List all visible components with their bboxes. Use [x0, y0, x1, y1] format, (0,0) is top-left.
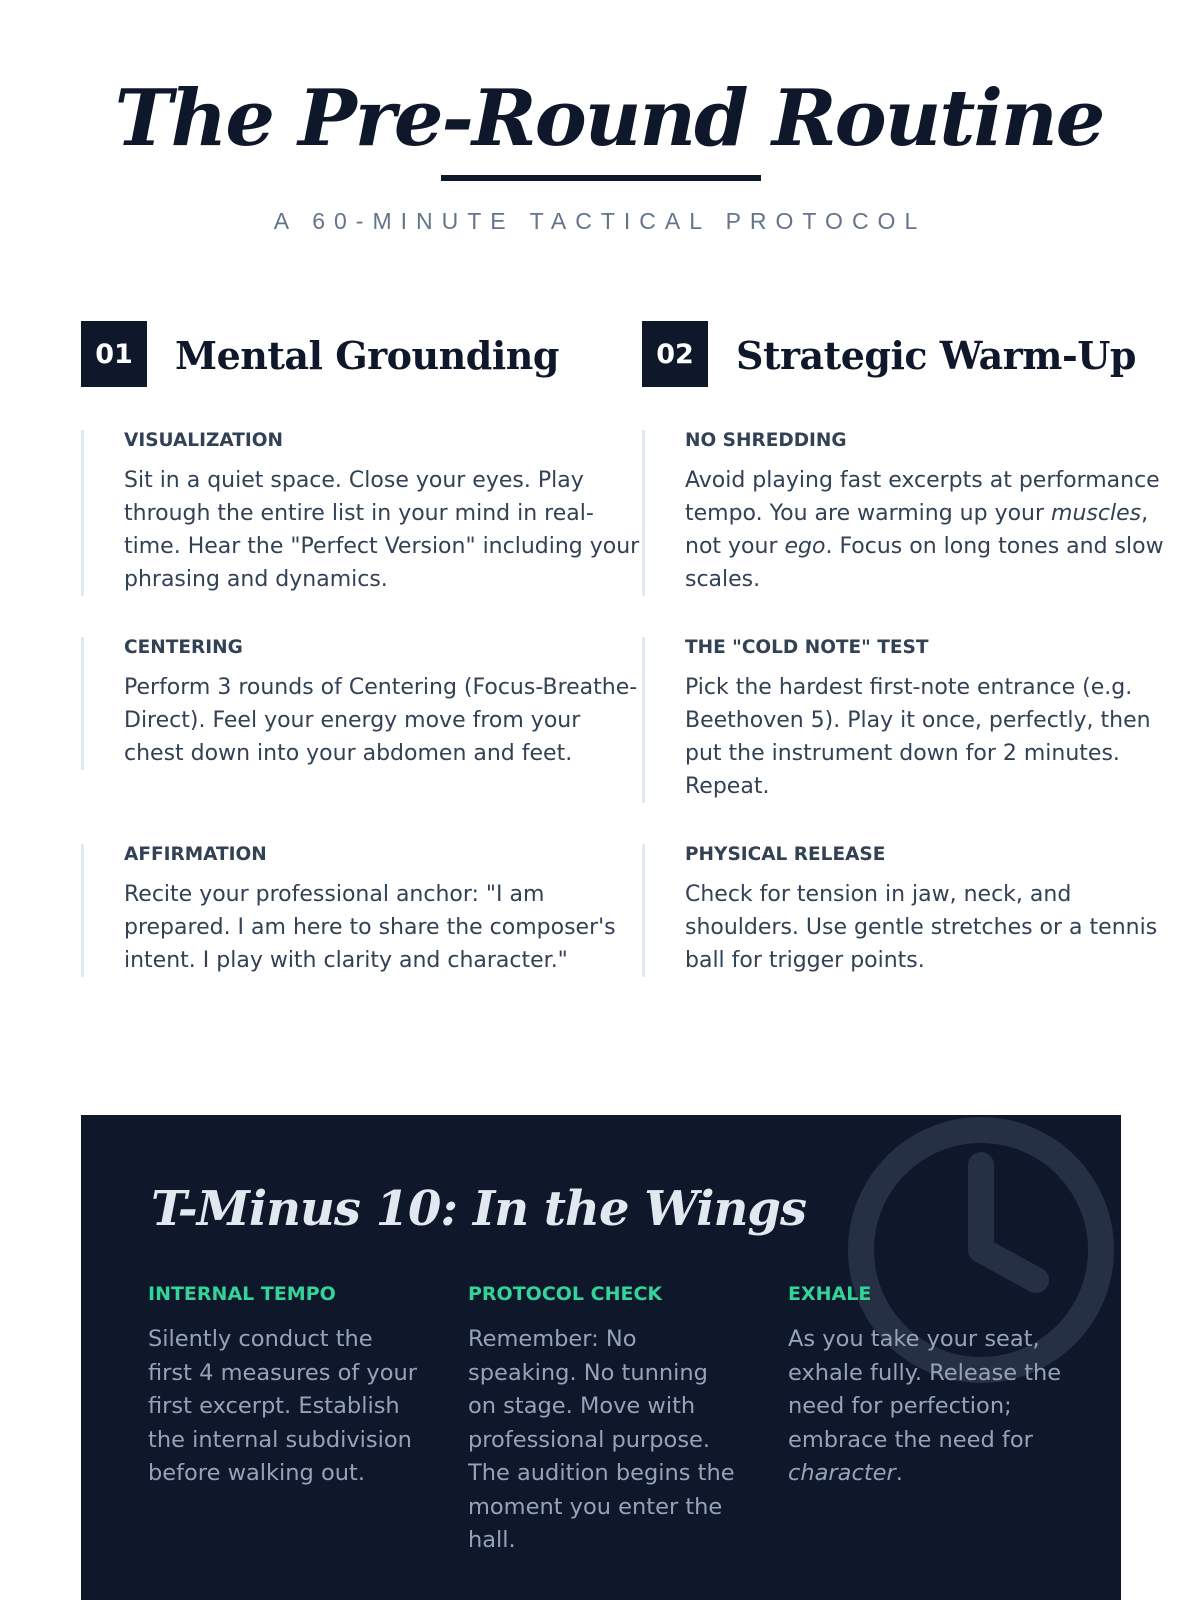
item-label: AFFIRMATION	[124, 844, 267, 865]
item-text: Check for tension in jaw, neck, and shoulders. Use gentle stretches or a tennis ball for trigger points.	[685, 881, 1158, 973]
tip-text: As you take your seat, exhale fully. Release the need for perfection; embrace the need for character.	[788, 1326, 1062, 1486]
page-title: The Pre-Round Routine	[114, 73, 1104, 164]
page-subtitle: A 60-MINUTE TACTICAL PROTOCOL	[273, 208, 927, 234]
item-label: THE "COLD NOTE" TEST	[685, 637, 929, 658]
tip-text: Silently conduct the first 4 measures of your first excerpt. Establish the internal subdivision before walking out.	[148, 1326, 418, 1486]
item-no-shredding	[642, 430, 1185, 596]
tip-exhale	[788, 1285, 1063, 1491]
item-text: Sit in a quiet space. Close your eyes. Play through the entire list in your mind in real-time. Hear the "Perfect Version" including your phrasing and dynamics.	[124, 467, 640, 592]
tip-protocol-check	[468, 1285, 743, 1558]
item-physical-release	[642, 844, 1185, 977]
tip-label: EXHALE	[788, 1283, 872, 1305]
tip-label: INTERNAL TEMPO	[148, 1283, 336, 1305]
tip-text: Remember: No speaking. No tunning on stage. Move with professional purpose. The audition begins the moment you enter the hall.	[468, 1326, 735, 1553]
item-centering	[81, 637, 644, 770]
tip-label: PROTOCOL CHECK	[468, 1283, 663, 1305]
section-number-badge: 02	[642, 321, 708, 387]
item-text: Avoid playing fast excerpts at performance tempo. You are warming up your muscles, not your ego. Focus on long tones and slow scales.	[685, 467, 1164, 592]
item-label: NO SHREDDING	[685, 430, 847, 451]
item-label: CENTERING	[124, 637, 243, 658]
item-text: Perform 3 rounds of Centering (Focus-Breathe-Direct). Feel your energy move from your chest down into your abdomen and feet.	[124, 674, 638, 766]
item-text: Recite your professional anchor: "I am prepared. I am here to share the composer's intent. I play with clarity and character."	[124, 881, 616, 973]
item-cold-note-test	[642, 637, 1185, 803]
section-title-strategic-warm-up: Strategic Warm-Up	[736, 333, 1136, 378]
item-label: VISUALIZATION	[124, 430, 283, 451]
in-the-wings-panel	[81, 1115, 1121, 1600]
item-affirmation	[81, 844, 644, 977]
title-underline	[441, 175, 761, 181]
item-label: PHYSICAL RELEASE	[685, 844, 886, 865]
item-visualization	[81, 430, 644, 596]
item-text: Pick the hardest first-note entrance (e.g. Beethoven 5). Play it once, perfectly, then put the instrument down for 2 minutes. Repeat.	[685, 674, 1151, 799]
section-title-mental-grounding: Mental Grounding	[175, 333, 559, 378]
section-number-badge: 01	[81, 321, 147, 387]
tip-internal-tempo	[148, 1285, 423, 1491]
panel-title: T-Minus 10: In the Wings	[151, 1181, 806, 1237]
